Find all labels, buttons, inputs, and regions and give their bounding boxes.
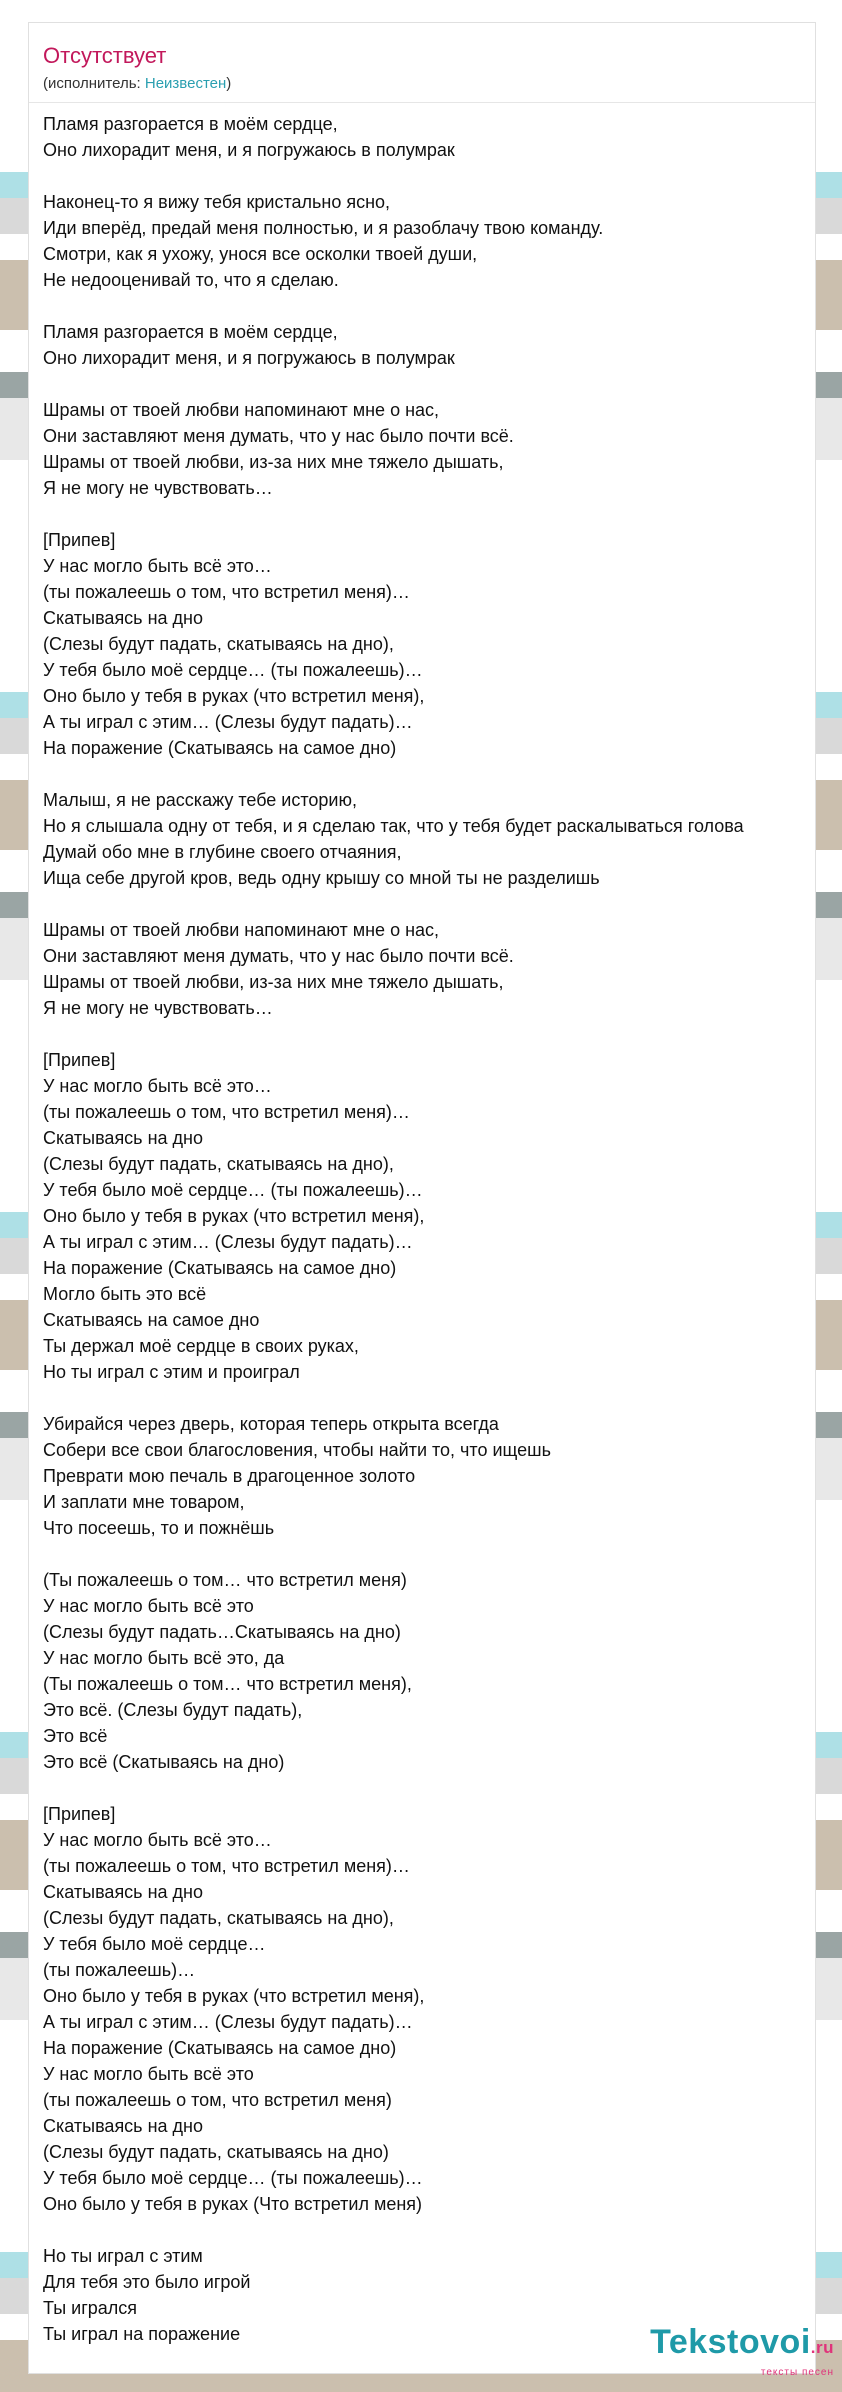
lyric-line: Ты игрался xyxy=(43,2298,138,2318)
lyric-line: [Припев] xyxy=(43,1804,116,1824)
lyric-line: Я не могу не чувствовать… xyxy=(43,478,273,498)
artist-prefix: (исполнитель: xyxy=(43,75,145,92)
lyric-blank-line xyxy=(43,761,815,787)
lyric-line: Думай обо мне в глубине своего отчаяния, xyxy=(43,842,402,862)
lyrics-card xyxy=(28,22,816,2374)
song-header xyxy=(29,23,815,103)
lyric-line: (Ты пожалеешь о том… что встретил меня) xyxy=(43,1570,407,1590)
lyric-line: [Припев] xyxy=(43,530,116,550)
lyric-line: Преврати мою печаль в драгоценное золото xyxy=(43,1466,416,1486)
lyric-line: (ты пожалеешь о том, что встретил меня)… xyxy=(43,1102,410,1122)
lyric-line: А ты играл с этим… (Слезы будут падать)… xyxy=(43,1232,413,1252)
artist-link[interactable]: Неизвестен xyxy=(144,75,227,92)
lyric-line: У тебя было моё сердце… (ты пожалеешь)… xyxy=(43,660,423,680)
lyric-line: (ты пожалеешь о том, что встретил меня)… xyxy=(43,582,410,602)
lyric-line: Пламя разгорается в моём сердце, xyxy=(43,322,338,342)
lyric-line: (ты пожалеешь о том, что встретил меня) xyxy=(43,2090,392,2110)
lyric-line: Скатываясь на самое дно xyxy=(43,1310,260,1330)
lyric-line: (Слезы будут падать, скатываясь на дно), xyxy=(43,634,394,654)
lyric-line: У нас могло быть всё это xyxy=(43,1596,254,1616)
lyric-line: Оно было у тебя в руках (Что встретил меня) xyxy=(43,2194,423,2214)
lyric-line: Но ты играл с этим xyxy=(43,2246,203,2266)
lyric-line: А ты играл с этим… (Слезы будут падать)… xyxy=(43,2012,413,2032)
lyric-line: У нас могло быть всё это xyxy=(43,2064,254,2084)
lyrics-text xyxy=(29,103,815,2347)
lyric-line: У тебя было моё сердце… (ты пожалеешь)… xyxy=(43,2168,423,2188)
lyric-blank-line xyxy=(43,1775,815,1801)
lyric-line: (Ты пожалеешь о том… что встретил меня), xyxy=(43,1674,412,1694)
lyric-line: Но ты играл с этим и проиграл xyxy=(43,1362,300,1382)
lyric-line: Оно было у тебя в руках (что встретил меня), xyxy=(43,1986,425,2006)
lyric-line: Что посеешь, то и пожнёшь xyxy=(43,1518,275,1538)
lyric-line: И заплати мне товаром, xyxy=(43,1492,245,1512)
lyric-blank-line xyxy=(43,163,815,189)
lyric-blank-line xyxy=(43,371,815,397)
lyric-line: Малыш, я не расскажу тебе историю, xyxy=(43,790,357,810)
lyric-line: Это всё. (Слезы будут падать), xyxy=(43,1700,303,1720)
lyric-line: Пламя разгорается в моём сердце, xyxy=(43,114,338,134)
song-title: Отсутствует xyxy=(43,43,167,68)
lyric-line: Шрамы от твоей любви напоминают мне о нас, xyxy=(43,920,440,940)
lyric-line: Они заставляют меня думать, что у нас было почти всё. xyxy=(43,946,514,966)
logo-domain: .ru xyxy=(810,2338,834,2357)
lyric-line: Смотри, как я ухожу, унося все осколки твоей души, xyxy=(43,244,478,264)
lyric-line: Оно лихорадит меня, и я погружаюсь в полумрак xyxy=(43,348,455,368)
lyric-line: (Слезы будут падать, скатываясь на дно) xyxy=(43,2142,389,2162)
lyric-line: Они заставляют меня думать, что у нас было почти всё. xyxy=(43,426,514,446)
lyric-line: У нас могло быть всё это… xyxy=(43,1830,272,1850)
lyric-line: Я не могу не чувствовать… xyxy=(43,998,273,1018)
lyric-line: Могло быть это всё xyxy=(43,1284,207,1304)
lyric-line: У нас могло быть всё это… xyxy=(43,556,272,576)
lyric-blank-line xyxy=(43,1385,815,1411)
lyric-blank-line xyxy=(43,2217,815,2243)
lyric-line: Шрамы от твоей любви, из-за них мне тяжело дышать, xyxy=(43,452,504,472)
lyric-line: Для тебя это было игрой xyxy=(43,2272,251,2292)
lyric-line: Скатываясь на дно xyxy=(43,1128,203,1148)
lyric-line: Шрамы от твоей любви, из-за них мне тяжело дышать, xyxy=(43,972,504,992)
lyric-blank-line xyxy=(43,1541,815,1567)
lyric-line: (Слезы будут падать, скатываясь на дно), xyxy=(43,1154,394,1174)
lyric-line: Оно было у тебя в руках (что встретил меня), xyxy=(43,686,425,706)
lyric-line: Собери все свои благословения, чтобы найти то, что ищешь xyxy=(43,1440,551,1460)
lyric-line: У тебя было моё сердце… (ты пожалеешь)… xyxy=(43,1180,423,1200)
logo-wordmark xyxy=(650,2325,834,2365)
lyric-line: Это всё xyxy=(43,1726,108,1746)
lyric-blank-line xyxy=(43,293,815,319)
lyric-line: У нас могло быть всё это, да xyxy=(43,1648,285,1668)
lyric-line: (ты пожалеешь о том, что встретил меня)… xyxy=(43,1856,410,1876)
lyric-line: [Припев] xyxy=(43,1050,116,1070)
logo-name: Tekstovoi xyxy=(650,2323,811,2361)
lyric-line: (Слезы будут падать, скатываясь на дно), xyxy=(43,1908,394,1928)
lyric-line: А ты играл с этим… (Слезы будут падать)… xyxy=(43,712,413,732)
lyric-line: У нас могло быть всё это… xyxy=(43,1076,272,1096)
artist-suffix: ) xyxy=(226,75,232,92)
logo-tagline: тексты песен xyxy=(760,2367,834,2378)
lyric-line: Ты играл на поражение xyxy=(43,2324,241,2344)
lyric-line: Наконец-то я вижу тебя кристально ясно, xyxy=(43,192,391,212)
lyric-line: Скатываясь на дно xyxy=(43,1882,203,1902)
lyric-line: На поражение (Скатываясь на самое дно) xyxy=(43,1258,397,1278)
lyric-line: (Слезы будут падать…Скатываясь на дно) xyxy=(43,1622,401,1642)
lyric-blank-line xyxy=(43,1021,815,1047)
lyric-blank-line xyxy=(43,501,815,527)
lyric-line: Скатываясь на дно xyxy=(43,608,203,628)
lyric-line: Не недооценивай то, что я сделаю. xyxy=(43,270,339,290)
lyric-line: Убирайся через дверь, которая теперь открыта всегда xyxy=(43,1414,499,1434)
lyric-line: Оно было у тебя в руках (что встретил меня), xyxy=(43,1206,425,1226)
lyric-line: У тебя было моё сердце… xyxy=(43,1934,266,1954)
lyric-line: Но я слышала одну от тебя, и я сделаю так, что у тебя будет раскалываться голова xyxy=(43,816,744,836)
lyric-line: На поражение (Скатываясь на самое дно) xyxy=(43,2038,397,2058)
lyric-line: Шрамы от твоей любви напоминают мне о нас, xyxy=(43,400,440,420)
lyric-line: На поражение (Скатываясь на самое дно) xyxy=(43,738,397,758)
lyric-line: Ища себе другой кров, ведь одну крышу со мной ты не разделишь xyxy=(43,868,600,888)
lyric-line: (ты пожалеешь)… xyxy=(43,1960,196,1980)
lyric-line: Скатываясь на дно xyxy=(43,2116,203,2136)
lyric-line: Ты держал моё сердце в своих руках, xyxy=(43,1336,359,1356)
lyric-line: Иди вперёд, предай меня полностью, и я разоблачу твою команду. xyxy=(43,218,604,238)
lyric-line: Оно лихорадит меня, и я погружаюсь в полумрак xyxy=(43,140,455,160)
site-logo[interactable] xyxy=(650,2325,834,2378)
artist-line xyxy=(43,75,801,92)
lyric-blank-line xyxy=(43,891,815,917)
lyric-line: Это всё (Скатываясь на дно) xyxy=(43,1752,285,1772)
